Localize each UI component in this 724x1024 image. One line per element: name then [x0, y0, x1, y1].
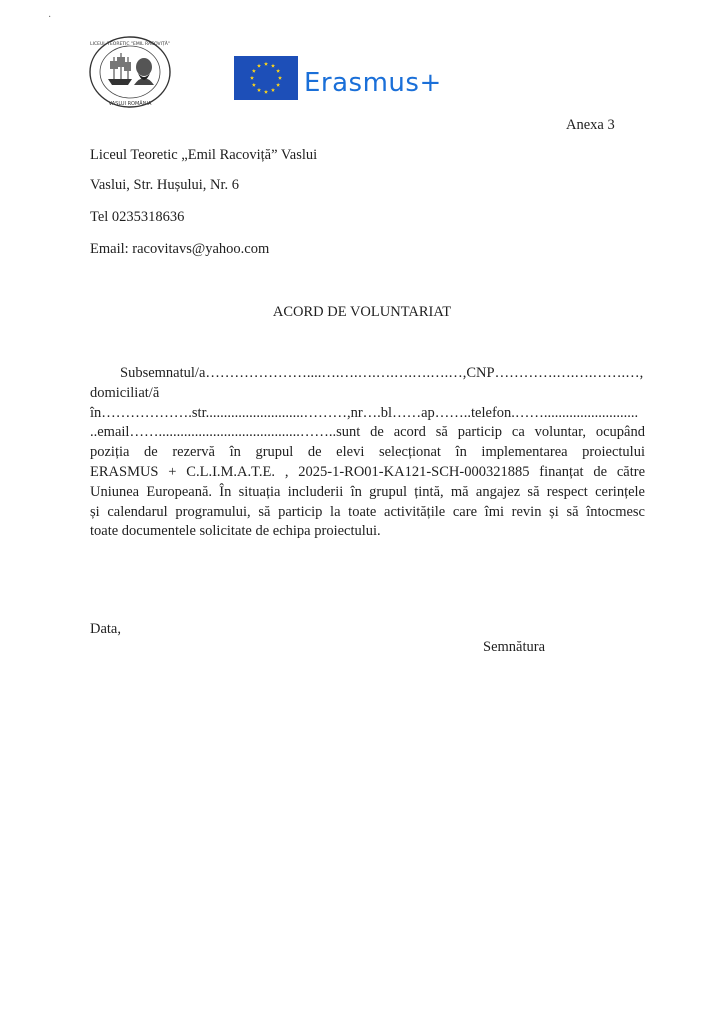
body-line-calendar: și calendarul programului, să particip la toate activitățile care îmi revin și să întocmesc: [90, 503, 645, 520]
eu-flag-logo: [234, 56, 298, 100]
eu-star-icon: [252, 69, 256, 73]
erasmus-bold: ERASMUS: [90, 463, 159, 480]
eu-star-icon: [271, 88, 275, 92]
school-name: Liceul Teoretic „Emil Racoviță” Vaslui: [90, 147, 318, 163]
eu-star-icon: [271, 64, 275, 68]
body-line-project: [90, 463, 645, 483]
annex-label: Anexa 3: [566, 117, 615, 133]
body-line-address-fields: în……………….str...........................………,nr….bl……ap……..telefon.……..........................: [90, 404, 639, 421]
eu-star-icon: [264, 62, 268, 66]
document-title: ACORD DE VOLUNTARIAT: [272, 304, 452, 320]
date-label: Data,: [90, 621, 121, 637]
body-line-name-cnp: Subsemnatul/a…………………....….….….….….….….…,CNP………….….….…….…,: [120, 365, 644, 381]
school-phone: Tel 0235318636: [90, 209, 185, 225]
scan-mark: ·: [48, 12, 52, 23]
eu-star-icon: [252, 83, 256, 87]
signature-label: Semnătura: [483, 639, 546, 655]
body-line-domicile: domiciliat/ă: [90, 384, 160, 401]
logo-top-text: LICEUL TEORETIC "EMIL RACOVIȚĂ": [90, 42, 170, 47]
school-address: Vaslui, Str. Hușului, Nr. 6: [90, 177, 240, 193]
eu-star-icon: [257, 64, 261, 68]
agreement-body: [90, 364, 645, 542]
body-line-position: poziția de rezervă în grupul de elevi selecționat în implementarea proiectului: [90, 444, 645, 461]
erasmus-plus-logo-text: Erasmus+: [304, 68, 442, 98]
eu-star-icon: [257, 88, 261, 92]
eu-star-icon: [264, 90, 268, 94]
body-line-documents: toate documentele solicitate de echipa proiectului.: [90, 523, 381, 540]
eu-star-icon: [250, 76, 254, 80]
eu-star-icon: [276, 69, 280, 73]
eu-star-icon: [276, 83, 280, 87]
eu-star-icon: [278, 76, 282, 80]
eu-stars-icon: [234, 56, 298, 100]
body-line-target-group: Uniunea Europeană. În situația includerii în grupul țintă, mă angajez să respect cerințele: [90, 483, 645, 500]
school-email: Email: racovitavs@yahoo.com: [90, 241, 270, 257]
project-code: + C.L.I.M.A.T.E. , 2025-1-RO01-KA121-SCH-000321885 finanțat de către: [158, 463, 645, 480]
logo-bottom-text: VASLUI ROMÂNIA: [108, 101, 152, 107]
body-line-email: ..email…….......................................……..sunt de acord să particip ca voluntar, ocupând: [90, 424, 645, 441]
school-logo: [88, 35, 172, 109]
